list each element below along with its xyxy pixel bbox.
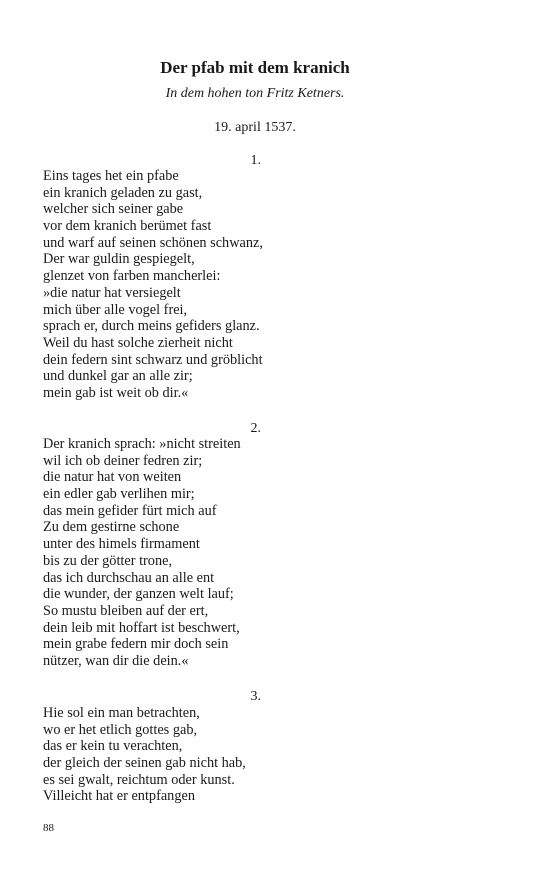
poem-title: Der pfab mit dem kranich xyxy=(160,58,350,77)
stanza-number: 3. xyxy=(250,689,261,704)
stanza-3 xyxy=(43,705,513,805)
verse-line: glenzet von farben mancherlei: xyxy=(43,268,221,285)
verse-line: »die natur hat versiegelt xyxy=(43,284,181,301)
verse-line: welcher sich seiner gabe xyxy=(43,201,184,218)
stanza-number: 1. xyxy=(250,153,261,168)
verse-line: mein gab ist weit ob dir.« xyxy=(43,384,189,401)
verse-line: Villeicht hat er entpfangen xyxy=(43,788,195,805)
verse-line: nützer, wan dir die dein.« xyxy=(43,652,189,669)
verse-line: Der war guldin gespiegelt, xyxy=(43,251,195,268)
verse-line: der gleich der seinen gab nicht hab, xyxy=(43,755,246,772)
verse-line: es sei gwalt, reichtum oder kunst. xyxy=(43,771,235,788)
stanza-number: 2. xyxy=(250,421,261,436)
verse-line: ein kranich geladen zu gast, xyxy=(43,184,203,201)
verse-line: Eins tages het ein pfabe xyxy=(43,168,179,184)
verse-line: das ich durchschau an alle ent xyxy=(43,569,215,586)
verse-line: mich über alle vogel frei, xyxy=(43,301,188,318)
verse-line: wo er het etlich gottes gab, xyxy=(43,721,198,738)
verse-line: Hie sol ein man betrachten, xyxy=(43,705,200,721)
verse-line: und dunkel gar an alle zir; xyxy=(43,368,193,385)
verse-line: dein federn sint schwarz und gröblicht xyxy=(43,351,263,368)
verse-line: unter des himels firmament xyxy=(43,536,200,553)
verse-line: sprach er, durch meins gefiders glanz. xyxy=(43,318,260,335)
stanza-2 xyxy=(43,436,513,670)
verse-line: Weil du hast solche zierheit nicht xyxy=(43,334,233,351)
verse-line: das er kein tu verachten, xyxy=(43,738,183,755)
verse-line: Der kranich sprach: »nicht streiten xyxy=(43,436,241,452)
poem-date: 19. april 1537. xyxy=(214,120,296,135)
verse-line: So mustu bleiben auf der ert, xyxy=(43,602,209,619)
verse-line: dein leib mit hoffart ist beschwert, xyxy=(43,619,240,636)
verse-line: die wunder, der ganzen welt lauf; xyxy=(43,586,234,603)
verse-line: mein grabe federn mir doch sein xyxy=(43,636,229,653)
verse-line: vor dem kranich berümet fast xyxy=(43,218,212,235)
page-number: 88 xyxy=(43,822,54,834)
verse-line: bis zu der götter trone, xyxy=(43,552,173,569)
verse-line: wil ich ob deiner fedren zir; xyxy=(43,452,203,469)
poem-subtitle: In dem hohen ton Fritz Ketners. xyxy=(165,86,345,101)
verse-line: ein edler gab verlihen mir; xyxy=(43,486,195,503)
verse-line: und warf auf seinen schönen schwanz, xyxy=(43,234,263,251)
stanza-1 xyxy=(43,168,513,402)
verse-line: die natur hat von weiten xyxy=(43,469,182,486)
verse-line: das mein gefider fürt mich auf xyxy=(43,502,217,519)
verse-line: Zu dem gestirne schone xyxy=(43,519,180,536)
